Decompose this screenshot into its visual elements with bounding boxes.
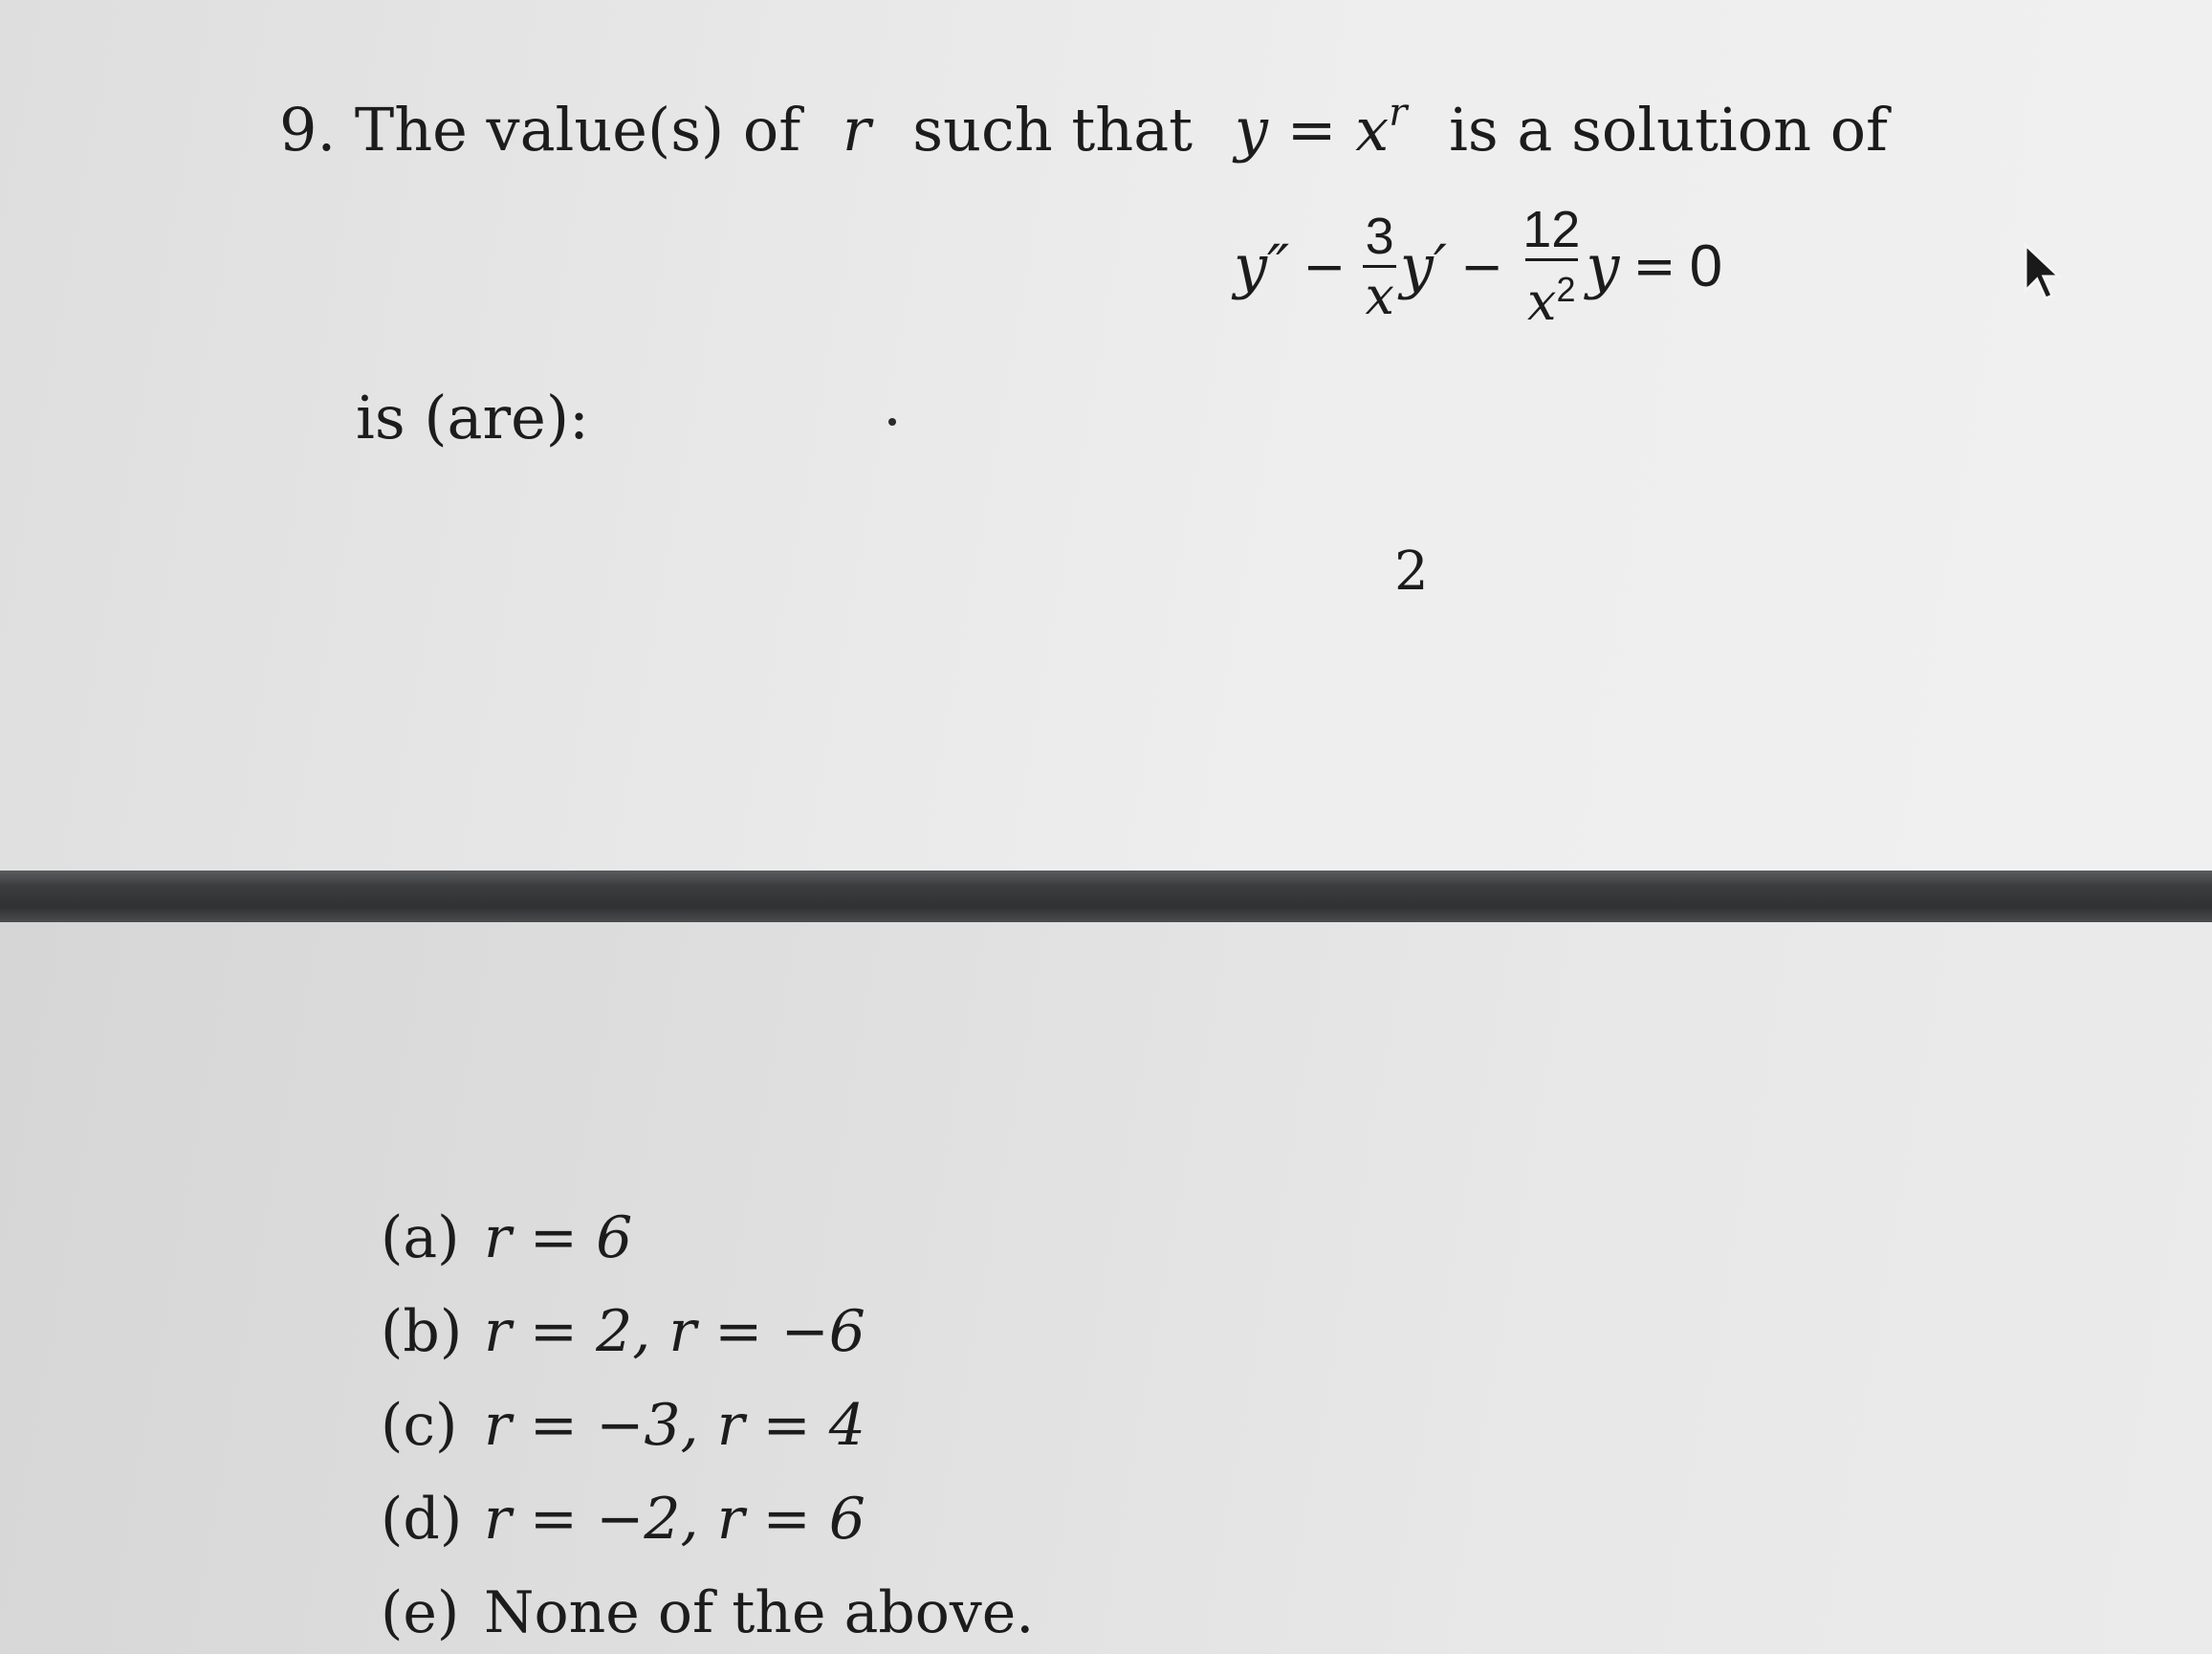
mouse-cursor-icon — [2020, 241, 2062, 302]
question-stem — [279, 75, 1888, 168]
frac1-denominator: x — [1365, 265, 1394, 326]
eq-equals: = — [1632, 235, 1676, 297]
eq-fraction-2 — [1521, 201, 1582, 331]
option-a[interactable] — [381, 1191, 1034, 1285]
expr-exponent: r — [1389, 91, 1408, 135]
option-label: (b) — [381, 1298, 463, 1365]
frac2-denominator — [1525, 258, 1578, 331]
stray-dot — [888, 418, 896, 426]
eq-y-double-prime: y″ — [1234, 231, 1290, 301]
is-are-label: is (are): — [356, 383, 589, 452]
option-text: r = −3, r = 4 — [484, 1392, 865, 1459]
frac2-numerator: 12 — [1522, 201, 1581, 258]
option-label: (e) — [381, 1579, 460, 1646]
option-d[interactable] — [381, 1472, 1034, 1566]
question-number: 9. — [279, 95, 337, 165]
variable-r: r — [842, 95, 871, 165]
option-label: (a) — [381, 1204, 460, 1271]
question-text-part3: is a solution of — [1449, 95, 1888, 165]
eq-y-prime: y′ — [1399, 231, 1448, 301]
page-divider-bar — [0, 871, 2212, 922]
frac1-numerator: 3 — [1365, 207, 1394, 265]
question-text-part1: The value(s) of — [354, 95, 801, 165]
option-text: r = 2, r = −6 — [484, 1298, 865, 1365]
frac2-den-base: x — [1527, 272, 1557, 332]
page-number: 2 — [1394, 540, 1429, 603]
option-e[interactable] — [381, 1566, 1034, 1654]
eq-y: y — [1586, 231, 1620, 301]
differential-equation — [1234, 201, 1722, 331]
eq-minus-2: − — [1460, 235, 1504, 297]
frac2-den-exponent: 2 — [1556, 270, 1576, 309]
option-label: (c) — [381, 1392, 458, 1459]
lower-page — [0, 922, 2212, 1654]
expr-equals: = — [1286, 95, 1337, 165]
eq-minus-1: − — [1303, 235, 1347, 297]
option-text: None of the above. — [484, 1579, 1035, 1646]
expr-x: x — [1355, 95, 1390, 165]
option-b[interactable] — [381, 1285, 1034, 1378]
eq-rhs-zero: 0 — [1689, 232, 1723, 299]
option-c[interactable] — [381, 1378, 1034, 1472]
question-text-part2: such that — [912, 95, 1194, 165]
option-text: r = −2, r = 6 — [484, 1486, 865, 1553]
expr-y: y — [1234, 95, 1268, 165]
option-text: r = 6 — [484, 1204, 633, 1271]
option-label: (d) — [381, 1486, 463, 1553]
answer-options — [381, 1191, 1034, 1654]
eq-fraction-1 — [1363, 208, 1395, 325]
